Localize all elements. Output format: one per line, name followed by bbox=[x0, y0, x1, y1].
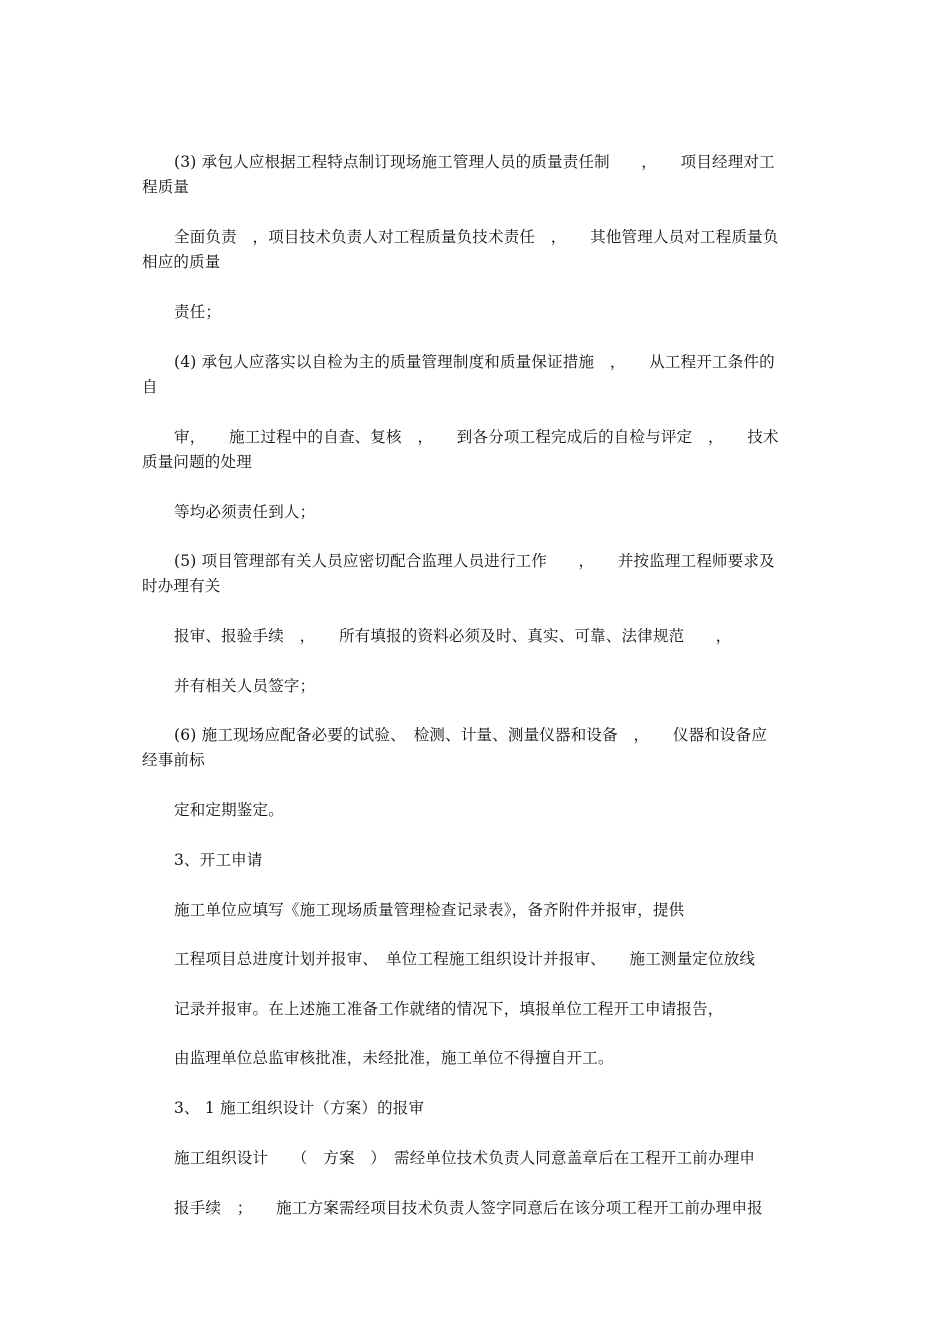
paragraph-4-line-2: 审， 施工过程中的自查、复核 ， 到各分项工程完成后的自检与评定 ， 技术 bbox=[174, 428, 779, 446]
section-3-text-line-3: 记录并报审。在上述施工准备工作就绪的情况下，填报单位工程开工申请报告， bbox=[174, 1000, 724, 1018]
paragraph-3-line-1: (3) 承包人应根据工程特点制订现场施工管理人员的质量责任制 ， 项目经理对工 bbox=[174, 153, 775, 171]
paragraph-5-line-1-wrap: 时办理有关 bbox=[142, 577, 221, 595]
section-3-text-line-1: 施工单位应填写《施工现场质量管理检查记录表》，备齐附件并报审，提供 bbox=[174, 901, 685, 919]
paragraph-3-line-2: 全面负责 ，项目技术负责人对工程质量负技术责任 ， 其他管理人员对工程质量负 bbox=[174, 228, 779, 246]
section-3-1-heading: 3、 1 施工组织设计（方案）的报审 bbox=[174, 1099, 425, 1117]
paragraph-4-line-1: (4) 承包人应落实以自检为主的质量管理制度和质量保证措施 ， 从工程开工条件的 bbox=[174, 353, 775, 371]
section-3-1-text-line-1: 施工组织设计 （ 方案 ） 需经单位技术负责人同意盖章后在工程开工前办理申 bbox=[174, 1149, 756, 1167]
paragraph-5-line-3: 并有相关人员签字； bbox=[174, 677, 316, 695]
section-3-heading: 3、开工申请 bbox=[174, 851, 263, 869]
paragraph-3-line-1-wrap: 程质量 bbox=[142, 178, 190, 196]
paragraph-4-line-2-wrap: 质量问题的处理 bbox=[142, 453, 252, 471]
paragraph-5-line-2: 报审、报验手续 ， 所有填报的资料必须及时、真实、可靠、法律规范 ， bbox=[174, 627, 732, 645]
paragraph-5-line-1: (5) 项目管理部有关人员应密切配合监理人员进行工作 ， 并按监理工程师要求及 bbox=[174, 552, 775, 570]
section-3-text-line-4: 由监理单位总监审核批准，未经批准，施工单位不得擅自开工。 bbox=[174, 1049, 614, 1067]
paragraph-3-line-3: 责任； bbox=[174, 303, 222, 321]
section-3-1-text-line-2: 报手续 ； 施工方案需经项目技术负责人签字同意后在该分项工程开工前办理申报 bbox=[174, 1199, 763, 1217]
paragraph-6-line-1: (6) 施工现场应配备必要的试验、 检测、计量、测量仪器和设备 ， 仪器和设备应 bbox=[174, 726, 768, 744]
paragraph-6-line-2: 定和定期鉴定。 bbox=[174, 801, 284, 819]
paragraph-3-line-2-wrap: 相应的质量 bbox=[142, 253, 221, 271]
paragraph-4-line-1-wrap: 自 bbox=[142, 378, 158, 396]
paragraph-6-line-1-wrap: 经事前标 bbox=[142, 751, 205, 769]
section-3-text-line-2: 工程项目总进度计划并报审、 单位工程施工组织设计并报审、 施工测量定位放线 bbox=[174, 950, 756, 968]
paragraph-4-line-3: 等均必须责任到人； bbox=[174, 503, 316, 521]
